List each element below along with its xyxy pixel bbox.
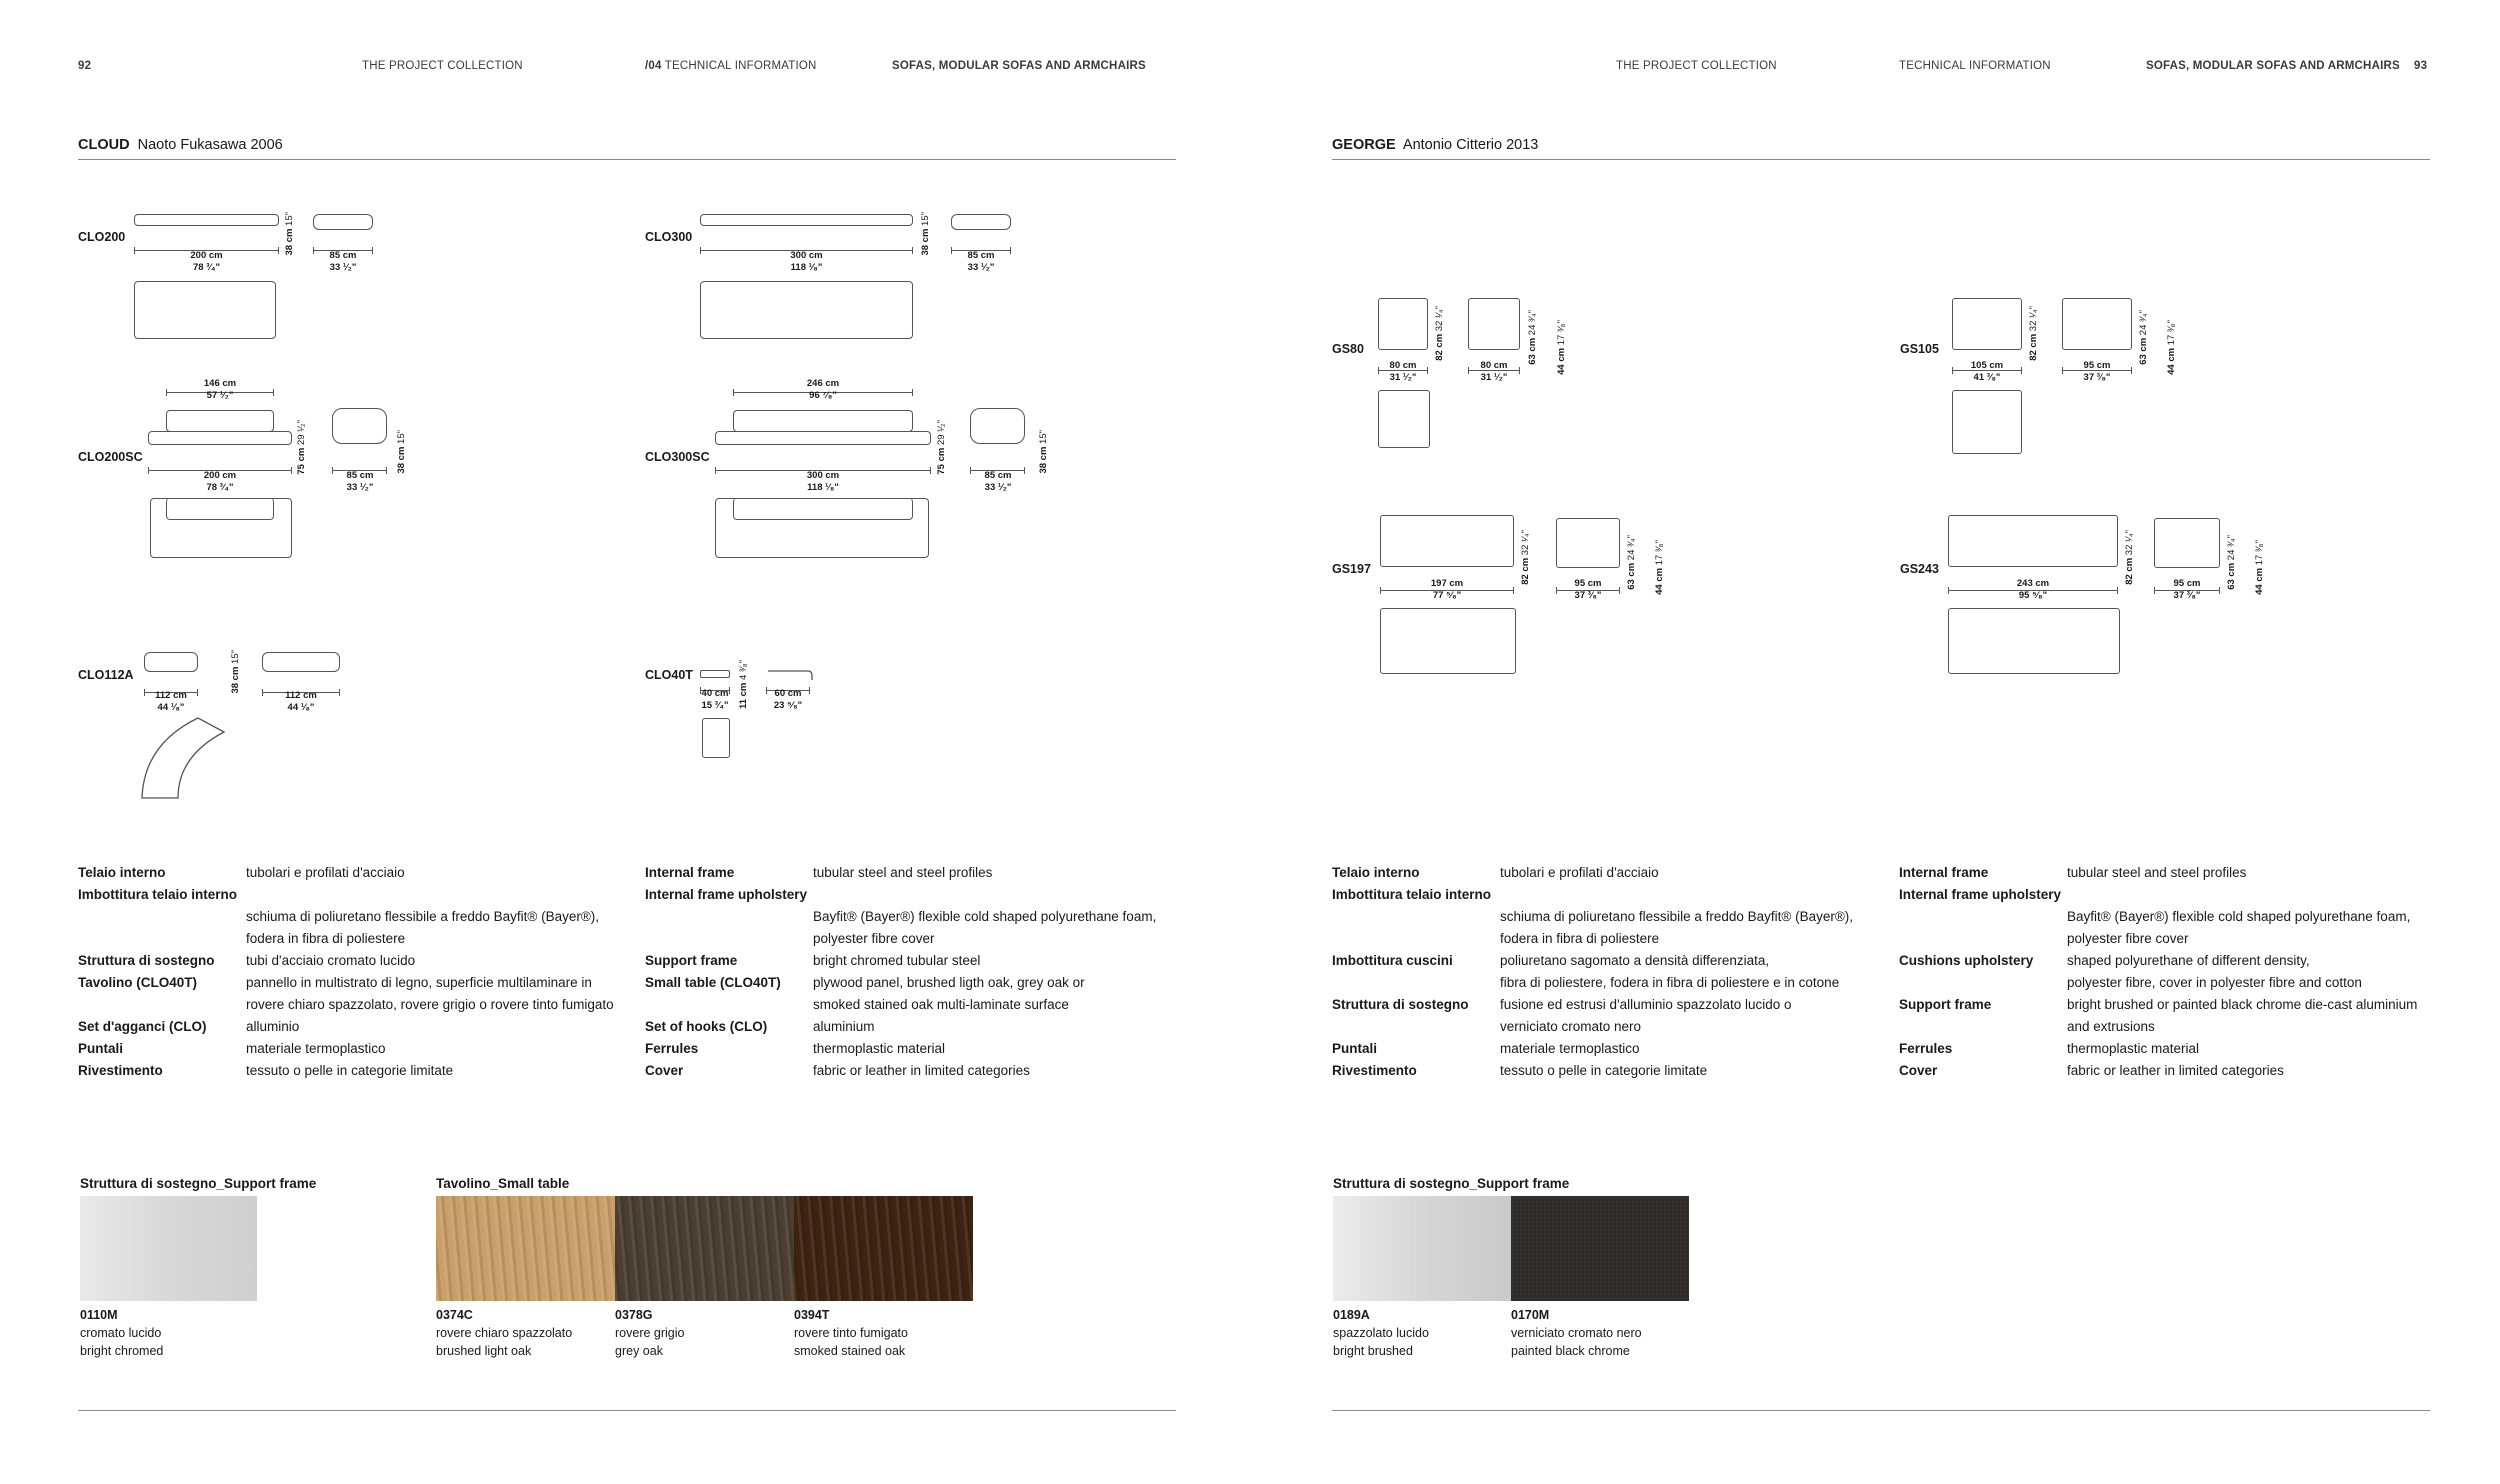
spec-label: Cushions upholstery (1899, 953, 2034, 968)
spec-value: plywood panel, brushed ligth oak, grey oak or (813, 975, 1085, 990)
spec-value: verniciato cromato nero (1500, 1019, 1642, 1034)
spec-row (1899, 950, 2417, 972)
spec-value: schiuma di poliuretano flessibile a freddo Bayfit® (Bayer®), (1500, 909, 1854, 924)
sofa-front-view (1380, 515, 1514, 567)
spec-row (645, 972, 1156, 994)
bottom-rule-right (1332, 1410, 2430, 1411)
spec-value: tubolari e profilati d'acciaio (1500, 865, 1659, 880)
armchair-side-view (1468, 298, 1520, 350)
seat-back-height-dimension: 63 cm 24 ³⁄₄" (1527, 310, 1538, 365)
table-side-view (766, 668, 814, 682)
product-name: GEORGE (1332, 137, 1396, 153)
spec-label: Internal frame upholstery (645, 887, 808, 902)
spec-row (1332, 972, 1853, 994)
spec-row (1332, 1060, 1853, 1082)
seat-back-height-dimension: 63 cm 24 ³⁄₄" (2226, 535, 2237, 590)
sofa-top-view (1948, 608, 2120, 674)
spec-row (78, 862, 614, 884)
spec-value: aluminium (813, 1019, 875, 1034)
spec-label (78, 906, 246, 928)
backrest-front-view (733, 410, 913, 432)
spec-label: Internal frame (645, 865, 735, 880)
spec-label: Imbottitura cuscini (1332, 953, 1453, 968)
spec-row (645, 928, 1156, 950)
spec-row (78, 1038, 614, 1060)
spec-label (1899, 1016, 2067, 1038)
armchair-front-view (1378, 298, 1428, 350)
item-code: CLO112A (78, 668, 134, 682)
george-title (1332, 137, 1538, 153)
item-code: CLO200SC (78, 450, 143, 464)
spec-value: Bayfit® (Bayer®) flexible cold shaped polyurethane foam, (2067, 909, 2411, 924)
spec-label: Telaio interno (1332, 865, 1420, 880)
seat-height-dimension: 44 cm 17 ³⁄₈" (2166, 320, 2177, 375)
finish-en: brushed light oak (436, 1344, 532, 1358)
spec-value: materiale termoplastico (1500, 1041, 1640, 1056)
width-dimension: 80 cm 31 ¹⁄₂" (1389, 360, 1417, 383)
sofa-top-view (700, 281, 913, 339)
spec-label: Struttura di sostegno (1332, 997, 1469, 1012)
spec-value: tessuto o pelle in categorie limitate (246, 1063, 454, 1078)
spec-value: schiuma di poliuretano flessibile a freddo Bayfit® (Bayer®), (246, 909, 600, 924)
sofa-front-view (700, 214, 913, 226)
spec-row (1899, 884, 2417, 906)
spec-row (78, 972, 614, 994)
height-dimension: 38 cm 15" (230, 650, 241, 694)
spec-value: fodera in fibra di poliestere (246, 931, 406, 946)
finish-code: 0170M (1511, 1308, 1550, 1322)
spec-row (1899, 928, 2417, 950)
depth-dimension: 85 cm 33 ¹⁄₂" (984, 470, 1012, 493)
finish-it: rovere tinto fumigato (794, 1326, 908, 1340)
spec-row (645, 862, 1156, 884)
spec-label: Cover (645, 1063, 684, 1078)
spec-label: Set of hooks (CLO) (645, 1019, 768, 1034)
spec-row (1899, 1016, 2417, 1038)
finish-swatch (1333, 1196, 1511, 1301)
spec-label: Rivestimento (78, 1063, 163, 1078)
finish-caption (1333, 1306, 1429, 1360)
finish-code: 0110M (80, 1308, 118, 1322)
spec-label (78, 994, 246, 1016)
right-page-number: 93 (2414, 60, 2428, 72)
sofa-side-view (2154, 518, 2220, 568)
spec-value: and extrusions (2067, 1019, 2155, 1034)
armchair-top-view (1952, 390, 2022, 454)
cloud-specs-english (645, 862, 1156, 1082)
item-code: GS105 (1900, 342, 1939, 356)
width-dimension: 105 cm 41 ³⁄₈" (1970, 360, 2004, 383)
spec-value: smoked stained oak multi-laminate surface (813, 997, 1069, 1012)
left-page-number: 92 (78, 60, 92, 72)
spec-row (78, 950, 614, 972)
depth-dimension: 85 cm 33 ¹⁄₂" (967, 250, 995, 273)
spec-label (1332, 928, 1500, 950)
sofa-side-view (951, 214, 1011, 230)
product-designer: Naoto Fukasawa 2006 (137, 137, 283, 153)
item-code: CLO200 (78, 230, 126, 244)
spec-label: Rivestimento (1332, 1063, 1417, 1078)
corner-top-view (138, 714, 228, 804)
spec-value: fabric or leather in limited categories (2067, 1063, 2284, 1078)
width-dimension: 243 cm 95 ⁵⁄₈" (2016, 578, 2050, 601)
spec-label: Support frame (1899, 997, 1992, 1012)
spec-row (78, 1060, 614, 1082)
spec-row (645, 1016, 1156, 1038)
george-specs-english (1899, 862, 2417, 1082)
width-dimension: 300 cm 118 ¹⁄₈" (790, 250, 823, 273)
spec-label (1899, 928, 2067, 950)
spec-label (1332, 1016, 1500, 1038)
finish-en: bright chromed (80, 1344, 164, 1358)
spec-row (1899, 972, 2417, 994)
finish-swatch (436, 1196, 615, 1301)
spec-label: Internal frame (1899, 865, 1989, 880)
depth-dimension: 85 cm 33 ¹⁄₂" (346, 470, 374, 493)
height-dimension: 11 cm 4 ³⁄₈" (738, 660, 749, 710)
finish-swatch (794, 1196, 973, 1301)
finish-en: grey oak (615, 1344, 663, 1358)
spec-value: polyester fibre cover (2067, 931, 2189, 946)
finish-it: verniciato cromato nero (1511, 1326, 1642, 1340)
spec-label (1332, 972, 1500, 994)
spec-row (78, 1016, 614, 1038)
item-code: CLO300SC (645, 450, 710, 464)
sofa-top-view (1380, 608, 1516, 674)
spec-value: shaped polyurethane of different density, (2067, 953, 2310, 968)
george-title-rule (1332, 159, 2430, 160)
spec-label (645, 928, 813, 950)
depth-dimension: 95 cm 37 ³⁄₈" (2173, 578, 2201, 601)
spec-value: tubular steel and steel profiles (2067, 865, 2247, 880)
height-dimension: 75 cm 29 ¹⁄₂" (936, 420, 947, 475)
finish-code: 0394T (794, 1308, 830, 1322)
product-name: CLOUD (78, 137, 130, 153)
top-width-dimension: 146 cm 57 ¹⁄₂" (203, 378, 237, 401)
spec-value: bright brushed or painted black chrome die-cast aluminium (2067, 997, 2418, 1012)
sofa-side-view (313, 214, 373, 230)
cloud-specs-italian (78, 862, 614, 1082)
width-dimension: 200 cm 78 ³⁄₄" (203, 470, 237, 493)
spec-row (1899, 862, 2417, 884)
seat-back-height-dimension: 63 cm 24 ³⁄₄" (2138, 310, 2149, 365)
george-frame-finish-label: Struttura di sostegno_Support frame (1333, 1176, 1570, 1191)
height-dimension: 38 cm 15" (284, 212, 295, 256)
right-category-title: SOFAS, MODULAR SOFAS AND ARMCHAIRS (2146, 60, 2400, 72)
spec-row (1332, 884, 1853, 906)
spec-value: materiale termoplastico (246, 1041, 386, 1056)
spec-label: Imbottitura telaio interno (1332, 887, 1492, 902)
table-front-view (700, 670, 730, 678)
width-dimension: 300 cm 118 ¹⁄₈" (806, 470, 840, 493)
spec-row (645, 884, 1156, 906)
armchair-side-view (2062, 298, 2132, 350)
backrest-top-view (733, 498, 913, 520)
spec-row (645, 1038, 1156, 1060)
spec-value: pannello in multistrato di legno, superficie multilaminare in (246, 975, 592, 990)
spec-label: Ferrules (1899, 1041, 1953, 1056)
spec-label (645, 994, 813, 1016)
spec-value: Bayfit® (Bayer®) flexible cold shaped polyurethane foam, (813, 909, 1157, 924)
spec-value: tubolari e profilati d'acciaio (246, 865, 405, 880)
spec-value: thermoplastic material (813, 1041, 946, 1056)
spec-row (1332, 928, 1853, 950)
spec-label (1899, 906, 2067, 928)
spec-value: bright chromed tubular steel (813, 953, 981, 968)
finish-it: cromato lucido (80, 1326, 162, 1340)
backrest-front-view (166, 410, 274, 432)
item-code: GS197 (1332, 562, 1371, 576)
spec-value: fibra di poliestere, fodera in fibra di poliestere e in cotone (1500, 975, 1840, 990)
spec-label: Internal frame upholstery (1899, 887, 2062, 902)
spec-row (645, 906, 1156, 928)
seat-height-dimension: 44 cm 17 ³⁄₈" (2254, 540, 2265, 595)
spec-label (78, 928, 246, 950)
finish-swatch (80, 1196, 257, 1301)
spec-row (645, 994, 1156, 1016)
height-dimension: 38 cm 15" (920, 212, 931, 256)
spec-value: tubi d'acciaio cromato lucido (246, 953, 416, 968)
item-code: GS243 (1900, 562, 1939, 576)
height-dimension: 75 cm 29 ¹⁄₂" (296, 420, 307, 475)
item-code: GS80 (1332, 342, 1364, 356)
width-dimension: 197 cm 77 ⁵⁄₈" (1430, 578, 1464, 601)
height-dimension: 82 cm 32 ¹⁄₄" (2124, 530, 2135, 585)
spec-row (1332, 1038, 1853, 1060)
spec-label: Telaio interno (78, 865, 166, 880)
spec-label: Struttura di sostegno (78, 953, 215, 968)
finish-it: rovere chiaro spazzolato (436, 1326, 573, 1340)
depth-dimension: 60 cm 23 ⁵⁄₈" (773, 688, 803, 711)
seat-back-height-dimension: 63 cm 24 ³⁄₄" (1626, 535, 1637, 590)
sofa-side-view (1556, 518, 1620, 568)
spec-row (1332, 950, 1853, 972)
sofa-front-view (1948, 515, 2118, 567)
finish-it: rovere grigio (615, 1326, 685, 1340)
depth-dimension: 95 cm 37 ³⁄₈" (2083, 360, 2111, 383)
height-dimension: 82 cm 32 ¹⁄₄" (2028, 306, 2039, 361)
finish-code: 0189A (1333, 1308, 1370, 1322)
spec-value: tessuto o pelle in categorie limitate (1500, 1063, 1708, 1078)
spec-value: thermoplastic material (2067, 1041, 2200, 1056)
spec-label: Imbottitura telaio interno (78, 887, 238, 902)
width-dimension: 40 cm 15 ³⁄₄" (701, 688, 729, 711)
finish-caption (436, 1306, 572, 1360)
spec-label: Tavolino (CLO40T) (78, 975, 198, 990)
spec-label: Cover (1899, 1063, 1938, 1078)
spec-row (78, 994, 614, 1016)
spec-row (1332, 994, 1853, 1016)
finish-en: smoked stained oak (794, 1344, 906, 1358)
spec-row (1899, 906, 2417, 928)
spec-label: Small table (CLO40T) (645, 975, 781, 990)
spec-row (1899, 1038, 2417, 1060)
spec-row (645, 1060, 1156, 1082)
sofa-side-view (332, 408, 387, 444)
sofa-side-view (970, 408, 1025, 444)
armchair-top-view (1378, 390, 1430, 448)
depth-dimension: 112 cm 44 ¹⁄₈" (285, 690, 317, 713)
spec-value: fusione ed estrusi d'alluminio spazzolato lucido o (1500, 997, 1792, 1012)
width-dimension: 112 cm 44 ¹⁄₈" (155, 690, 187, 713)
spec-row (78, 928, 614, 950)
spec-value: tubular steel and steel profiles (813, 865, 993, 880)
spec-value: polyester fibre cover (813, 931, 935, 946)
spec-label: Puntali (78, 1041, 124, 1056)
seat-height-dimension: 44 cm 17 ³⁄₈" (1556, 320, 1567, 375)
armchair-front-view (1952, 298, 2022, 350)
cloud-frame-finish-label: Struttura di sostegno_Support frame (80, 1176, 317, 1191)
cloud-title-rule (78, 159, 1176, 160)
finish-caption (615, 1306, 684, 1360)
depth-dimension: 80 cm 31 ¹⁄₂" (1480, 360, 1508, 383)
spec-row (645, 950, 1156, 972)
depth-dimension: 85 cm 33 ¹⁄₂" (329, 250, 357, 273)
left-category-title: SOFAS, MODULAR SOFAS AND ARMCHAIRS (892, 60, 1146, 72)
sofa-front-view (134, 214, 279, 226)
spec-value: poliuretano sagomato a densità differenziata, (1500, 953, 1770, 968)
top-width-dimension: 246 cm 96 ⁷⁄₈" (806, 378, 840, 401)
spec-value: polyester fibre, cover in polyester fibre and cotton (2067, 975, 2362, 990)
finish-caption (1511, 1306, 1642, 1360)
spec-row (1899, 1060, 2417, 1082)
finish-en: painted black chrome (1511, 1344, 1630, 1358)
seat-height-dimension: 38 cm 15" (1038, 430, 1049, 474)
george-specs-italian (1332, 862, 1853, 1082)
right-collection-title: THE PROJECT COLLECTION (1616, 60, 1777, 72)
height-dimension: 82 cm 32 ¹⁄₄" (1520, 530, 1531, 585)
corner-side-view (262, 652, 340, 672)
seat-height-dimension: 44 cm 17 ³⁄₈" (1654, 540, 1665, 595)
sofa-front-view (715, 431, 931, 445)
spec-label: Set d'agganci (CLO) (78, 1019, 207, 1034)
spec-label: Ferrules (645, 1041, 699, 1056)
spec-label: Support frame (645, 953, 738, 968)
cloud-table-finish-label: Tavolino_Small table (436, 1176, 570, 1191)
finish-code: 0374C (436, 1308, 473, 1322)
spec-label: Puntali (1332, 1041, 1378, 1056)
spec-row (78, 906, 614, 928)
spec-value: alluminio (246, 1019, 300, 1034)
finish-swatch (615, 1196, 794, 1301)
corner-front-view (144, 652, 198, 672)
left-collection-title: THE PROJECT COLLECTION (362, 60, 523, 72)
table-top-view (702, 718, 730, 758)
spec-value: fabric or leather in limited categories (813, 1063, 1030, 1078)
cloud-title (78, 137, 283, 153)
finish-en: bright brushed (1333, 1344, 1413, 1358)
item-code: CLO40T (645, 668, 693, 682)
spec-row (78, 884, 614, 906)
spec-value: fodera in fibra di poliestere (1500, 931, 1660, 946)
finish-caption (794, 1306, 908, 1360)
spec-row (1332, 906, 1853, 928)
spec-row (1332, 1016, 1853, 1038)
spec-row (1332, 862, 1853, 884)
bottom-rule-left (78, 1410, 1176, 1411)
depth-dimension: 95 cm 37 ³⁄₈" (1574, 578, 1602, 601)
finish-swatch (1511, 1196, 1689, 1301)
seat-height-dimension: 38 cm 15" (396, 430, 407, 474)
spec-row (1899, 994, 2417, 1016)
width-dimension: 200 cm 78 ³⁄₄" (190, 250, 223, 273)
finish-it: spazzolato lucido (1333, 1326, 1429, 1340)
backrest-top-view (166, 498, 274, 520)
spec-value: rovere chiaro spazzolato, rovere grigio o rovere tinto fumigato (246, 997, 614, 1012)
left-section-title: /04 TECHNICAL INFORMATION (645, 60, 817, 72)
item-code: CLO300 (645, 230, 693, 244)
sofa-front-view (148, 431, 292, 445)
spec-label (1899, 972, 2067, 994)
finish-code: 0378G (615, 1308, 653, 1322)
spec-label (645, 906, 813, 928)
height-dimension: 82 cm 32 ¹⁄₄" (1434, 306, 1445, 361)
product-designer: Antonio Citterio 2013 (1402, 137, 1539, 153)
spec-label (1332, 906, 1500, 928)
right-section-title: TECHNICAL INFORMATION (1899, 60, 2051, 72)
finish-caption (80, 1306, 163, 1360)
sofa-top-view (134, 281, 276, 339)
